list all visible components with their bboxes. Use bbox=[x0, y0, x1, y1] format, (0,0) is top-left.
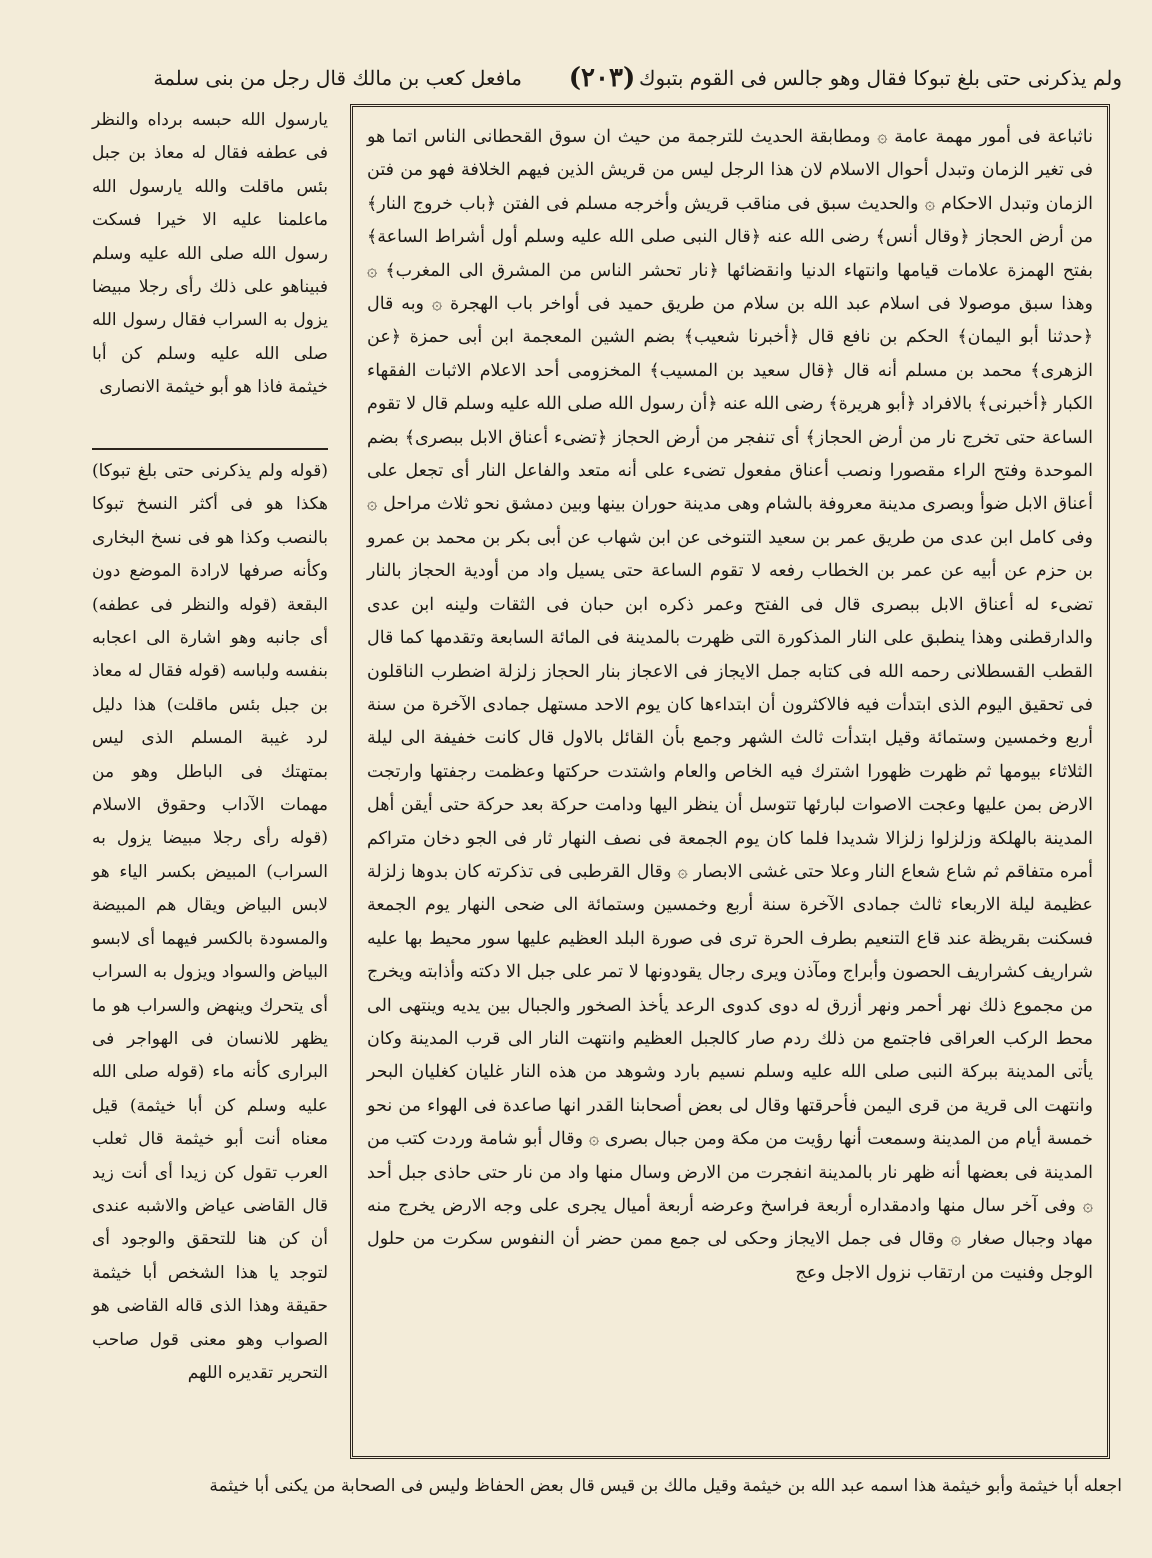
running-head-right: ولم يذكرنى حتى بلغ تبوكا فقال وهو جالس فى القوم بتبوك bbox=[639, 66, 1122, 90]
main-commentary-frame bbox=[350, 104, 1110, 1459]
margin-commentary-text: (قوله ولم يذكرنى حتى بلغ تبوكا) هكذا هو فى أكثر النسخ تبوكا بالنصب وكذا هو فى نسخ البخارى وكأنه صرفها لارادة الموضع دون البقعة (قوله والنظر فى عطفه) أى جانبه وهو اشارة الى اعجابه بنفسه ولباسه (قوله فقال له معاذ بن جبل بئس ماقلت) هذا دليل لرد غيبة المسلم الذى ليس بمتهتك فى الباطل وهو من مهمات الآداب وحقوق الاسلام (قوله رأى رجلا مبيضا يزول به السراب) المبيض بكسر الياء هو لابس البياض ويقال هم المبيضة والمسودة بالكسر فيهما أى لابسو البياض والسواد ويزول به السراب أى يتحرك وينهض والسراب هو ما يظهر للانسان فى الهواجر فى البرارى كأنه ماء (قوله صلى الله عليه وسلم كن أبا خيثمة) قيل معناه أنت أبو خيثمة قال ثعلب العرب تقول كن زيدا أى أنت زيد قال القاضى عياض والاشبه عندى أن كن هنا للتحقق والوجود أى لتوجد يا هذا الشخص أبا خيثمة حقيقة وهذا الذى قاله القاضى هو الصواب وهو معنى قول صاحب التحرير تقديره اللهم bbox=[92, 461, 328, 1383]
page-number: (٢٠٣) bbox=[568, 63, 636, 93]
main-commentary-paragraph: ناثباعة فى أمور مهمة عامة ۞ ومطابقة الحديث للترجمة من حيث ان سوق القحطانى الناس اتما هو فى تغير الزمان وتبدل أحوال الاسلام لان هذا الرجل ليس من قريش الذين فيهم الخلافة فهو من فتن الزمان وتبدل الاحكام ۞ والحديث سبق فى مناقب قريش وأخرجه مسلم فى الفتن ﴿باب خروج النار﴾ من أرض الحجاز ﴿وقال أنس﴾ رضى الله عنه ﴿قال النبى صلى الله عليه وسلم أول أشراط الساعة﴾ بفتح الهمزة علامات قيامها وانتهاء الدنيا وانقضائها ﴿نار تحشر الناس من المشرق الى المغرب﴾ ۞ وهذا سبق موصولا فى اسلام عبد الله بن سلام من طريق حميد فى أواخر باب الهجرة ۞ وبه قال ﴿حدثنا أبو اليمان﴾ الحكم بن نافع قال ﴿أخبرنا شعيب﴾ بضم الشين المعجمة ابن أبى حمزة ﴿عن الزهرى﴾ محمد بن مسلم أنه قال ﴿قال سعيد بن المسيب﴾ المخزومى أحد الاعلام الاثبات الفقهاء الكبار ﴿أخبرنى﴾ بالافراد ﴿أبو هريرة﴾ رضى الله عنه ﴿أن رسول الله صلى الله عليه وسلم قال لا تقوم الساعة حتى تخرج نار من أرض الحجاز﴾ أى تنفجر من أرض الحجاز ﴿تضىء أعناق الابل ببصرى﴾ بضم الموحدة وفتح الراء مقصورا ونصب أعناق مفعول تضىء على أنه متعد والفاعل النار أى تجعل على أعناق الابل ضوأ وبصرى مدينة معروفة بالشام وهى مدينة حوران بينها وبين دمشق نحو ثلاث مراحل ۞ وفى كامل ابن عدى من طريق عمر بن سعيد التنوخى عن ابن شهاب عن أبى بكر بن محمد بن عمرو بن حزم عن أبيه عن عمر بن الخطاب رفعه لا تقوم الساعة حتى يسيل واد من أودية الحجاز بالنار تضىء له أعناق الابل ببصرى قال فى الفتح وعمر ذكره ابن حبان فى الثقات ولينه ابن عدى والدارقطنى وهذا ينطبق على النار المذكورة التى ظهرت بالمدينة فى المائة السابعة وتقدمها كما قال القطب القسطلانى رحمه الله فى كتابه جمل الايجاز فى الاعجاز بنار الحجاز زلزلة اضطرب الناقلون فى تحقيق اليوم الذى ابتدأت فيه فالاكثرون أن ابتداءها كان يوم الاحد مستهل جمادى الآخرة من سنة أربع وخمسين وستمائة وقيل ابتدأت ثالث الشهر وجمع بأن القائل بالاول قال كانت خفيفة الى ليلة الثلاثاء بيومها ثم ظهرت ظهورا اشترك فيه الخاص والعام واشتدت حركتها وعظمت رجفتها وارتجت الارض بمن عليها وعجت الاصوات لبارئها تتوسل أن ينظر اليها ودامت حركة بعد حركة حتى أيقن أهل المدينة بالهلكة وزلزلوا زلزالا شديدا فلما كان يوم الجمعة فى نصف النهار ثار فى الجو دخان متراكم أمره متفاقم ثم شاع شعاع النار وعلا حتى غشى الابصار ۞ وقال القرطبى فى تذكرته كان بدوها زلزلة عظيمة ليلة الاربعاء ثالث جمادى الآخرة سنة أربع وخمسين وستمائة الى ضحى النهار يوم الجمعة فسكنت بقريظة عند قاع التنعيم بطرف الحرة ترى فى صورة البلد العظيم عليها سور محيط بها عليه شراريف كشراريف الحصون وأبراج ومآذن ويرى رجال يقودونها لا تمر على جبل الا دكته وأذابته ويخرج من مجموع ذلك نهر أحمر ونهر أزرق له دوى كدوى الرعد يأخذ الصخور والجبال بين يديه وينتهى الى محط الركب العراقى فاجتمع من ذلك ردم صار كالجبل العظيم وانتهت النار الى قرب المدينة وكان يأتى المدينة ببركة النبى صلى الله عليه وسلم نسيم بارد وشوهد من هذه النار غليان كغليان البحر وانتهت الى قرية من قرى اليمن فأحرقتها وقال لى بعض أصحابنا القدر انها صاعدة فى الهواء من نحو خمسة أيام من المدينة وسمعت أنها رؤيت من مكة ومن جبال بصرى ۞ وقال أبو شامة وردت كتب من المدينة فى بعضها أنه ظهر نار بالمدينة انفجرت من الارض وسال منها واد من نار حتى حاذى جبل أحد ۞ وفى آخر سال منها وادمقداره أربعة فراسخ وعرضه أربعة أميال يجرى على وجه الارض يخرج منه مهاد وجبال صغار ۞ وقال فى جمل الايجاز وحكى لى جمع ممن حضر أن النفوس سكرت من حلول الوجل وفنيت من ارتقاب نزول الاجل وعج bbox=[367, 127, 1093, 1283]
margin-hadith-text: يارسول الله حبسه برداه والنظر فى عطفه فقال له معاذ بن جبل بئس ماقلت والله يارسول الله ماعلمنا عليه الا خيرا فسكت رسول الله صلى الله عليه وسلم فبيناهو على ذلك رأى رجلا مبيضا يزول به السراب فقال رسول الله صلى الله عليه وسلم كن أبا خيثمة فاذا هو أبو خيثمة الانصارى bbox=[92, 110, 328, 398]
margin-divider bbox=[92, 448, 328, 450]
main-commentary-text bbox=[367, 121, 1093, 1451]
running-head-left: مافعل كعب بن مالك قال رجل من بنى سلمة bbox=[153, 66, 522, 90]
footer-continuation-line: اجعله أبا خيثمة وأبو خيثمة هذا اسمه عبد الله بن خيثمة وقيل مالك بن قيس قال بعض الحفاظ وليس فى الصحابة من يكنى أبا خيثمة bbox=[209, 1476, 1122, 1496]
page-header bbox=[92, 56, 1122, 100]
